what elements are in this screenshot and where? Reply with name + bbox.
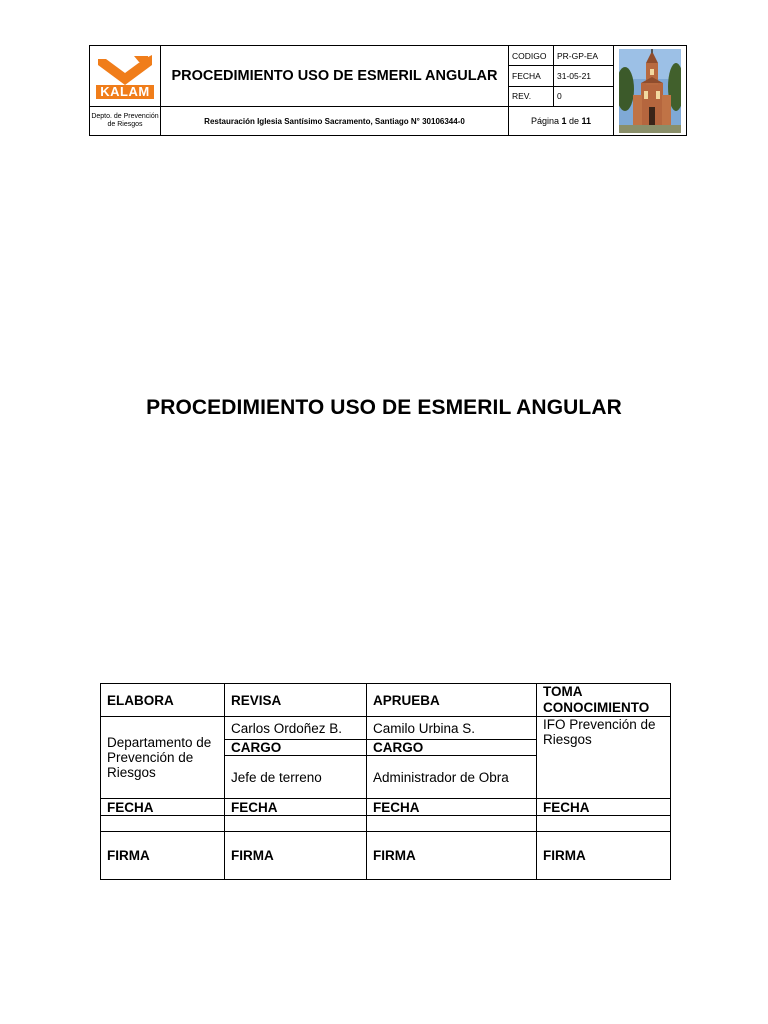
church-photo <box>614 46 687 136</box>
toma-name: IFO Prevención de Riesgos <box>537 717 671 799</box>
aprueba-fecha-label: FECHA <box>367 799 537 816</box>
revisa-firma-label: FIRMA <box>225 832 367 880</box>
aprueba-fecha-value <box>367 816 537 832</box>
elabora-fecha-label: FECHA <box>101 799 225 816</box>
codigo-value: PR-GP-EA <box>554 46 614 66</box>
codigo-label: CODIGO <box>509 46 554 66</box>
church-image-icon <box>619 49 681 133</box>
page-indicator <box>509 107 614 136</box>
col-revisa: REVISA <box>225 684 367 717</box>
revisa-cargo-label: CARGO <box>225 740 367 756</box>
page-current: 1 <box>561 116 567 126</box>
page-total: 11 <box>581 116 592 126</box>
revisa-fecha-value <box>225 816 367 832</box>
elabora-firma-label: FIRMA <box>101 832 225 880</box>
page-prefix: Página <box>530 116 559 126</box>
toma-firma-label: FIRMA <box>537 832 671 880</box>
approval-table <box>100 683 671 880</box>
header-doc-title: PROCEDIMIENTO USO DE ESMERIL ANGULAR <box>161 46 509 107</box>
company-logo <box>90 46 161 107</box>
aprueba-firma-label: FIRMA <box>367 832 537 880</box>
revisa-cargo: Jefe de terreno <box>225 756 367 799</box>
dept-label: Depto. de Prevención de Riesgos <box>90 107 161 136</box>
main-title: PROCEDIMIENTO USO DE ESMERIL ANGULAR <box>146 396 622 419</box>
rev-label: REV. <box>509 86 554 106</box>
toma-fecha-value <box>537 816 671 832</box>
col-aprueba: APRUEBA <box>367 684 537 717</box>
project-name: Restauración Iglesia Santísimo Sacramento, Santiago N° 30106344-0 <box>161 107 509 136</box>
revisa-fecha-label: FECHA <box>225 799 367 816</box>
document-header <box>89 45 687 136</box>
fecha-label: FECHA <box>509 66 554 86</box>
aprueba-cargo: Administrador de Obra <box>367 756 537 799</box>
col-elabora: ELABORA <box>101 684 225 717</box>
fecha-value: 31-05-21 <box>554 66 614 86</box>
toma-fecha-label: FECHA <box>537 799 671 816</box>
revisa-name: Carlos Ordoñez B. <box>225 717 367 740</box>
logo-wordmark: KALAM <box>96 85 153 99</box>
elabora-name: Departamento de Prevención de Riesgos <box>101 717 225 799</box>
aprueba-cargo-label: CARGO <box>367 740 537 756</box>
aprueba-name: Camilo Urbina S. <box>367 717 537 740</box>
page-of: de <box>569 116 580 126</box>
elabora-fecha-value <box>101 816 225 832</box>
rev-value: 0 <box>554 86 614 106</box>
col-toma-conocimiento: TOMA CONOCIMIENTO <box>537 684 671 717</box>
logo-mark-icon <box>96 53 154 87</box>
